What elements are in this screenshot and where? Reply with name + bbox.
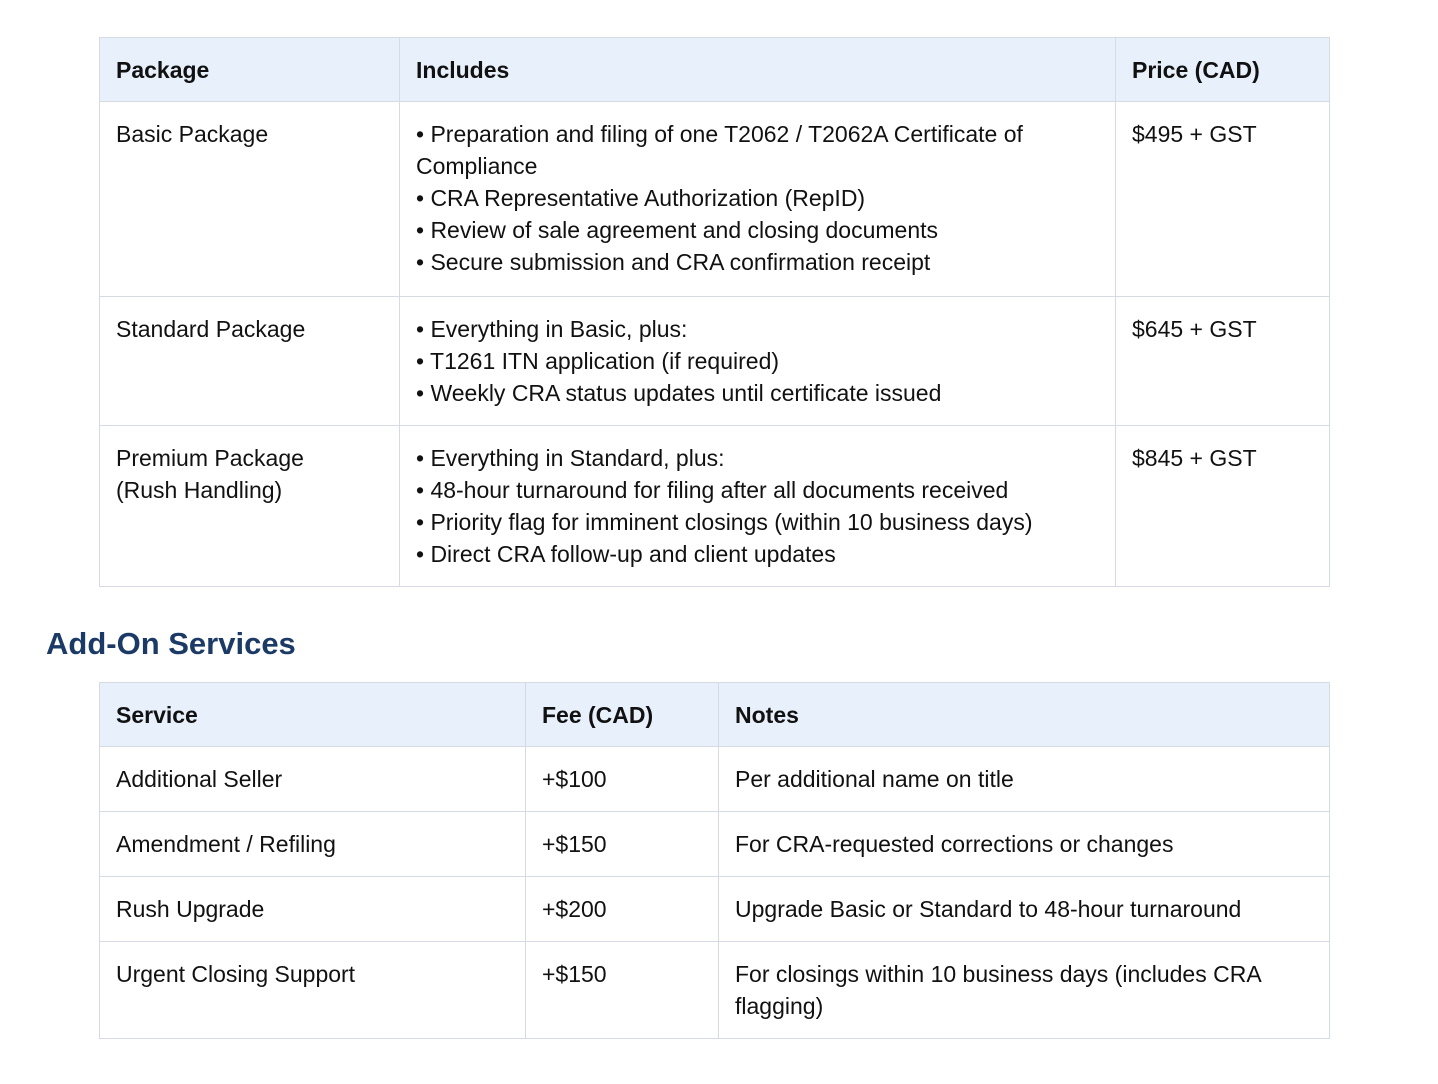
include-item: • Everything in Standard, plus: (416, 445, 725, 471)
packages-table (99, 37, 1330, 587)
package-name-line: Premium Package (116, 445, 304, 471)
package-name (100, 102, 400, 297)
addon-service: Amendment / Refiling (100, 812, 526, 877)
addon-fee: +$100 (526, 747, 719, 812)
addon-notes: For CRA-requested corrections or changes (719, 812, 1330, 877)
packages-header-row (100, 38, 1330, 102)
include-item: • CRA Representative Authorization (RepID) (416, 185, 866, 211)
addon-notes: Upgrade Basic or Standard to 48-hour turnaround (719, 877, 1330, 942)
include-item: • Direct CRA follow-up and client updates (416, 541, 836, 567)
package-name-line: (Rush Handling) (116, 477, 283, 503)
addon-row (100, 812, 1330, 877)
package-price: $645 + GST (1116, 297, 1330, 426)
addons-header-row (100, 683, 1330, 747)
header-package: Package (100, 38, 400, 102)
include-item: • 48-hour turnaround for filing after all documents received (416, 477, 1009, 503)
addon-notes: Per additional name on title (719, 747, 1330, 812)
addon-row (100, 942, 1330, 1039)
header-notes: Notes (719, 683, 1330, 747)
package-name-line: Standard Package (116, 316, 306, 342)
addon-fee: +$200 (526, 877, 719, 942)
include-item: • Everything in Basic, plus: (416, 316, 688, 342)
package-price: $845 + GST (1116, 426, 1330, 587)
package-includes (400, 297, 1116, 426)
package-includes (400, 102, 1116, 297)
include-item: • Weekly CRA status updates until certificate issued (416, 380, 942, 406)
header-fee: Fee (CAD) (526, 683, 719, 747)
include-item: • Review of sale agreement and closing documents (416, 217, 939, 243)
package-name (100, 426, 400, 587)
addon-fee: +$150 (526, 812, 719, 877)
addons-heading: Add-On Services (46, 626, 296, 661)
include-item: • Secure submission and CRA confirmation receipt (416, 249, 931, 275)
package-name-line: Basic Package (116, 121, 269, 147)
addon-row (100, 877, 1330, 942)
package-name (100, 297, 400, 426)
package-includes (400, 426, 1116, 587)
package-price: $495 + GST (1116, 102, 1330, 297)
addon-service: Urgent Closing Support (100, 942, 526, 1039)
header-price: Price (CAD) (1116, 38, 1330, 102)
header-includes: Includes (400, 38, 1116, 102)
addon-service: Rush Upgrade (100, 877, 526, 942)
addon-fee: +$150 (526, 942, 719, 1039)
include-item: • T1261 ITN application (if required) (416, 348, 780, 374)
include-item: • Priority flag for imminent closings (within 10 business days) (416, 509, 1033, 535)
addons-table (99, 682, 1330, 1039)
addon-notes: For closings within 10 business days (includes CRA flagging) (719, 942, 1330, 1039)
addon-service: Additional Seller (100, 747, 526, 812)
addon-row (100, 747, 1330, 812)
header-service: Service (100, 683, 526, 747)
package-row-standard (100, 297, 1330, 426)
package-row-basic (100, 102, 1330, 297)
package-row-premium (100, 426, 1330, 587)
include-item: • Preparation and filing of one T2062 / T2062A Certificate of Compliance (416, 121, 1023, 179)
